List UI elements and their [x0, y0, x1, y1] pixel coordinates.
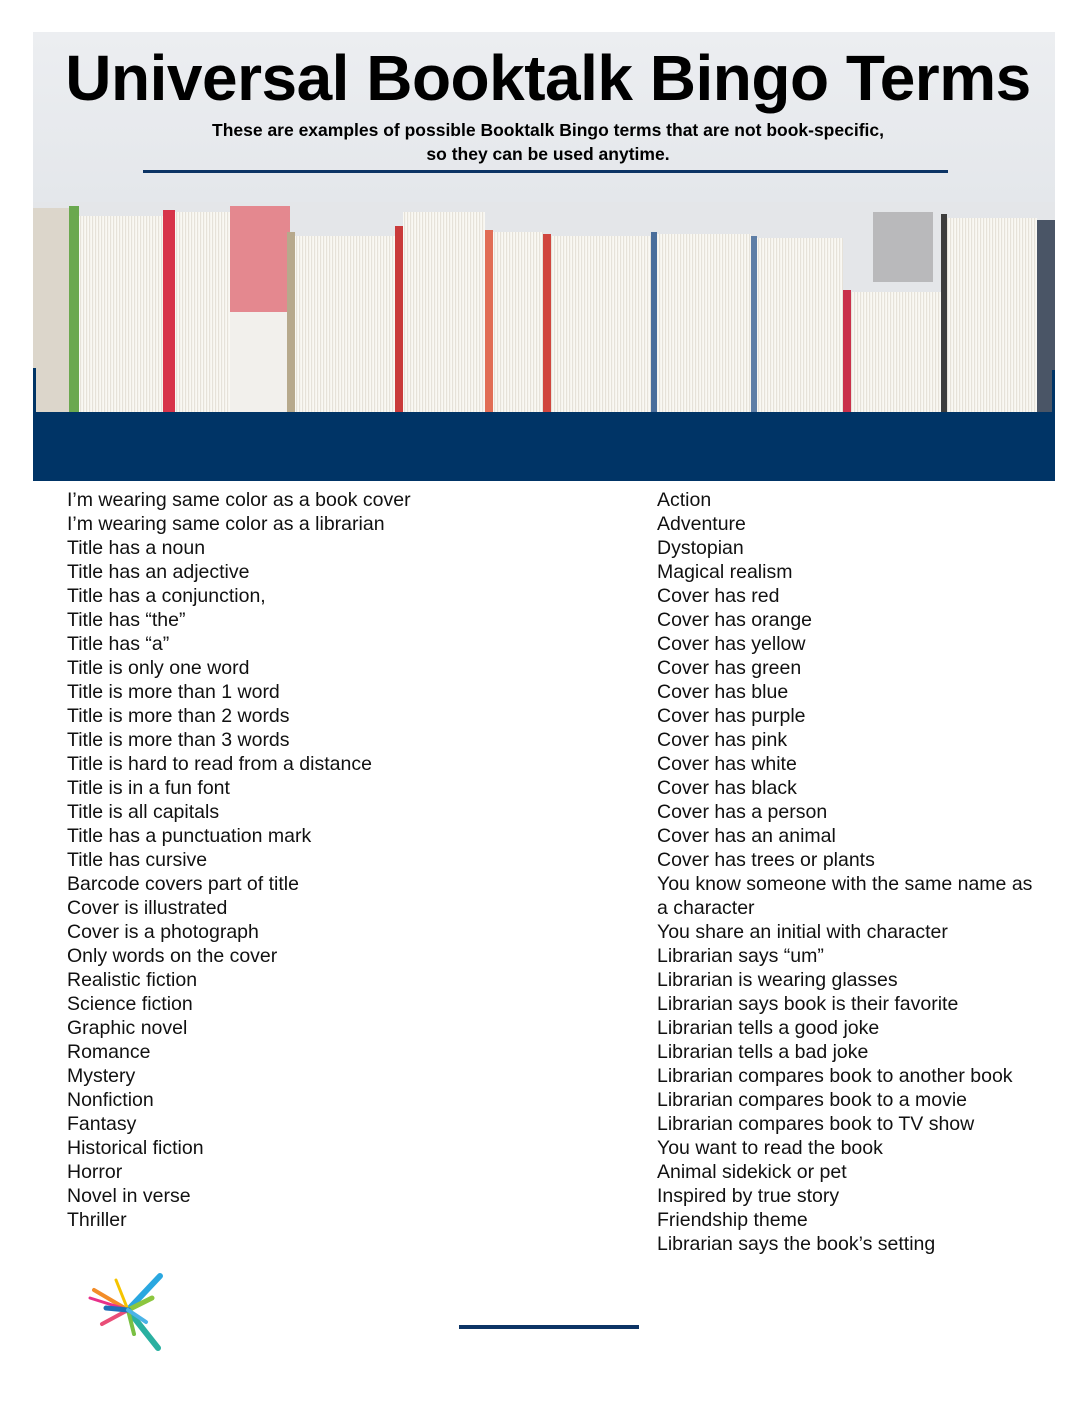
left-term: Title has “a” [67, 633, 170, 655]
terms-list-left [67, 488, 411, 1232]
left-term: Only words on the cover [67, 945, 278, 967]
right-term: Dystopian [657, 537, 744, 559]
right-term: Librarian says book is their favorite [657, 993, 959, 1015]
right-term: You want to read the book [657, 1137, 883, 1159]
subtitle-line-1: These are examples of possible Booktalk Bingo terms that are not book-specific, [212, 120, 884, 140]
left-term: I’m wearing same color as a librarian [67, 513, 385, 535]
left-term: Mystery [67, 1065, 136, 1087]
left-term: Title has a conjunction, [67, 585, 266, 607]
left-term: I’m wearing same color as a book cover [67, 489, 411, 511]
right-term: Librarian compares book to TV show [657, 1113, 975, 1135]
bookshelf-photo [33, 202, 1055, 412]
left-term: Realistic fiction [67, 969, 198, 991]
header-banner [33, 32, 1055, 412]
right-term: Cover has a person [657, 801, 828, 823]
footer-divider [459, 1325, 639, 1329]
right-term: You share an initial with character [657, 921, 948, 943]
right-term: Cover has orange [657, 609, 813, 631]
right-term: Cover has pink [657, 729, 788, 751]
right-term: Cover has purple [657, 705, 806, 727]
right-term: Friendship theme [657, 1209, 808, 1231]
left-term: Cover is illustrated [67, 897, 228, 919]
right-term: Librarian compares book to another book [657, 1065, 1013, 1087]
right-term: Magical realism [657, 561, 793, 583]
page-subtitle [33, 118, 1055, 166]
right-term: Cover has black [657, 777, 797, 799]
right-term: Cover has an animal [657, 825, 836, 847]
right-term: Cover has trees or plants [657, 849, 875, 871]
left-term: Title has a noun [67, 537, 206, 559]
left-term: Historical fiction [67, 1137, 204, 1159]
left-term: Title is all capitals [67, 801, 220, 823]
left-term: Barcode covers part of title [67, 873, 299, 895]
band-edge-left [33, 368, 36, 412]
left-term: Title is only one word [67, 657, 250, 679]
right-term: Librarian compares book to a movie [657, 1089, 967, 1111]
right-term: Cover has white [657, 753, 797, 775]
left-term: Novel in verse [67, 1185, 191, 1207]
left-term: Title is in a fun font [67, 777, 230, 799]
right-term: Librarian says the book’s setting [657, 1233, 936, 1255]
right-term: Adventure [657, 513, 746, 535]
right-term: Cover has blue [657, 681, 789, 703]
left-term: Title is hard to read from a distance [67, 753, 372, 775]
right-term: Librarian tells a bad joke [657, 1041, 869, 1063]
left-term: Horror [67, 1161, 123, 1183]
header-divider [143, 170, 948, 173]
terms-list-right [657, 488, 1032, 1256]
left-term: Title has an adjective [67, 561, 250, 583]
left-term: Title has a punctuation mark [67, 825, 312, 847]
left-term: Title has “the” [67, 609, 186, 631]
left-term: Thriller [67, 1209, 127, 1231]
page-title: Universal Booktalk Bingo Terms [65, 42, 1031, 114]
colorful-starburst-logo [80, 1268, 176, 1358]
left-term: Fantasy [67, 1113, 137, 1135]
right-term: You know someone with the same name as [657, 873, 1033, 895]
left-term: Title is more than 1 word [67, 681, 280, 703]
right-term: Librarian is wearing glasses [657, 969, 898, 991]
right-term: Cover has green [657, 657, 802, 679]
subtitle-line-2: so they can be used anytime. [426, 144, 670, 164]
right-term: Cover has yellow [657, 633, 806, 655]
left-term: Graphic novel [67, 1017, 188, 1039]
header-color-band [33, 412, 1055, 481]
band-edge-right [1052, 370, 1055, 412]
right-term: Cover has red [657, 585, 780, 607]
right-term: a character [657, 897, 755, 919]
left-term: Cover is a photograph [67, 921, 259, 943]
left-term: Science fiction [67, 993, 193, 1015]
left-term: Title is more than 3 words [67, 729, 290, 751]
right-term: Librarian tells a good joke [657, 1017, 880, 1039]
left-term: Nonfiction [67, 1089, 154, 1111]
left-term: Title has cursive [67, 849, 208, 871]
left-term: Title is more than 2 words [67, 705, 290, 727]
right-term: Animal sidekick or pet [657, 1161, 847, 1183]
right-term: Action [657, 489, 712, 511]
left-term: Romance [67, 1041, 151, 1063]
right-term: Librarian says “um” [657, 945, 824, 967]
right-term: Inspired by true story [657, 1185, 840, 1207]
